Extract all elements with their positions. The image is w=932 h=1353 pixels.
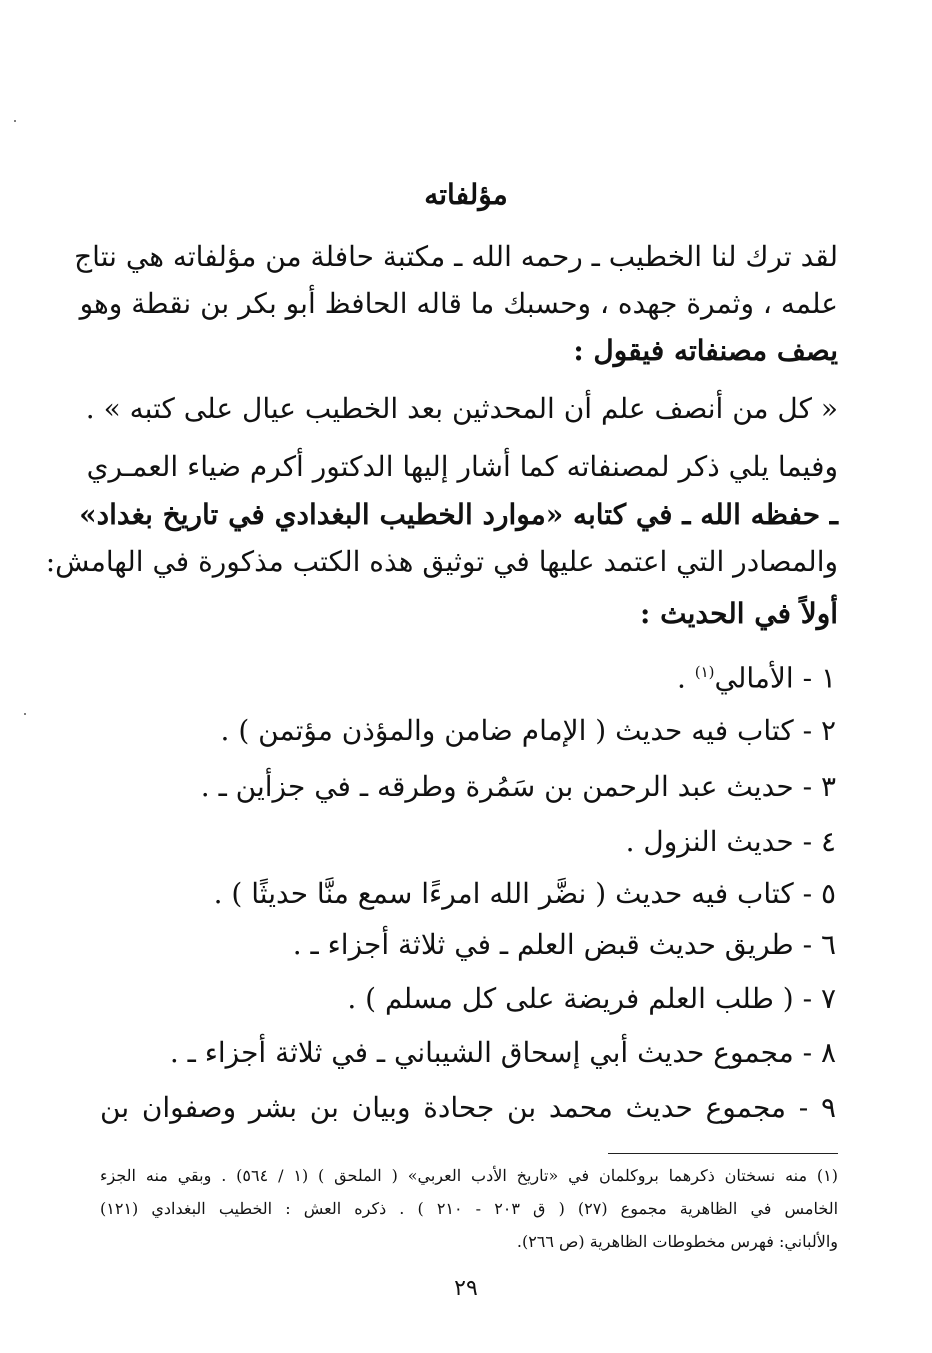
footnote-separator xyxy=(608,1153,838,1154)
list-item: ٩ - مجموع حديث محمد بن جحادة وبيان بن بشر وصفوان بن xyxy=(100,1091,836,1124)
footnote-line-1: (١) منه نسختان ذكرهما بروكلمان في «تاريخ الأدب العربي» ( الملحق ) (١ / ٥٦٤) . وبقي منه الجزء xyxy=(100,1166,839,1185)
scan-speck xyxy=(24,713,26,715)
quote-line: « كل من أنصف علم أن المحدثين بعد الخطيب عيال على كتبه » . xyxy=(85,392,838,425)
list-item: ٨ - مجموع حديث أبي إسحاق الشيباني ـ في ثلاثة أجزاء ـ . xyxy=(169,1036,836,1069)
scan-speck xyxy=(14,120,16,122)
list-intro-line-2: ـ حفظه الله ـ في كتابه «موارد الخطيب البغدادي في تاريخ بغداد» xyxy=(79,498,838,531)
intro-line-3: يصف مصنفاته فيقول : xyxy=(573,334,838,367)
subsection-title: أولاً في الحديث : xyxy=(640,597,838,630)
list-intro-line-1: وفيما يلي ذكر لمصنفاته كما أشار إليها الدكتور أكرم ضياء العمـري xyxy=(86,450,838,483)
list-item: ٧ - ( طلب العلم فريضة على كل مسلم ) . xyxy=(347,982,836,1015)
list-item: ٦ - طريق حديث قبض العلم ـ في ثلاثة أجزاء ـ . xyxy=(292,928,836,961)
page-number: ٢٩ xyxy=(454,1276,478,1301)
list-item: ٤ - حديث النزول . xyxy=(625,825,836,858)
list-item: ٢ - كتاب فيه حديث ( الإمام ضامن والمؤذن مؤتمن ) . xyxy=(220,714,836,747)
intro-line-2: علمه ، وثمرة جهده ، وحسبك ما قاله الحافظ أبو بكر بن نقطة وهو xyxy=(79,287,838,320)
footnote-ref: (١) xyxy=(694,663,715,681)
list-item-tail: . xyxy=(676,661,695,695)
list-item: ٣ - حديث عبد الرحمن بن سَمُرة وطرقه ـ في جزأين ـ . xyxy=(200,770,836,803)
intro-line-1: لقد ترك لنا الخطيب ـ رحمه الله ـ مكتبة حافلة من مؤلفاته هي نتاج xyxy=(74,240,838,273)
section-heading: مؤلفاته xyxy=(424,178,508,211)
list-item: ٥ - كتاب فيه حديث ( نضَّر الله امرءًا سمع منَّا حديثًا ) . xyxy=(213,877,836,910)
list-intro-line-3: والمصادر التي اعتمد عليها في توثيق هذه الكتب مذكورة في الهامش: xyxy=(45,545,838,578)
footnote-line-3: والألباني: فهرس مخطوطات الظاهرية (ص ٢٦٦). xyxy=(516,1232,838,1251)
list-item-text: ١ - الأمالي xyxy=(714,661,836,695)
list-item xyxy=(677,652,836,698)
footnote-line-2: الخامس في الظاهرية مجموع (٢٧) ( ق ٢٠٣ - ٢١٠ ) . ذكره العش : الخطيب البغدادي (١٢١) xyxy=(100,1199,839,1218)
